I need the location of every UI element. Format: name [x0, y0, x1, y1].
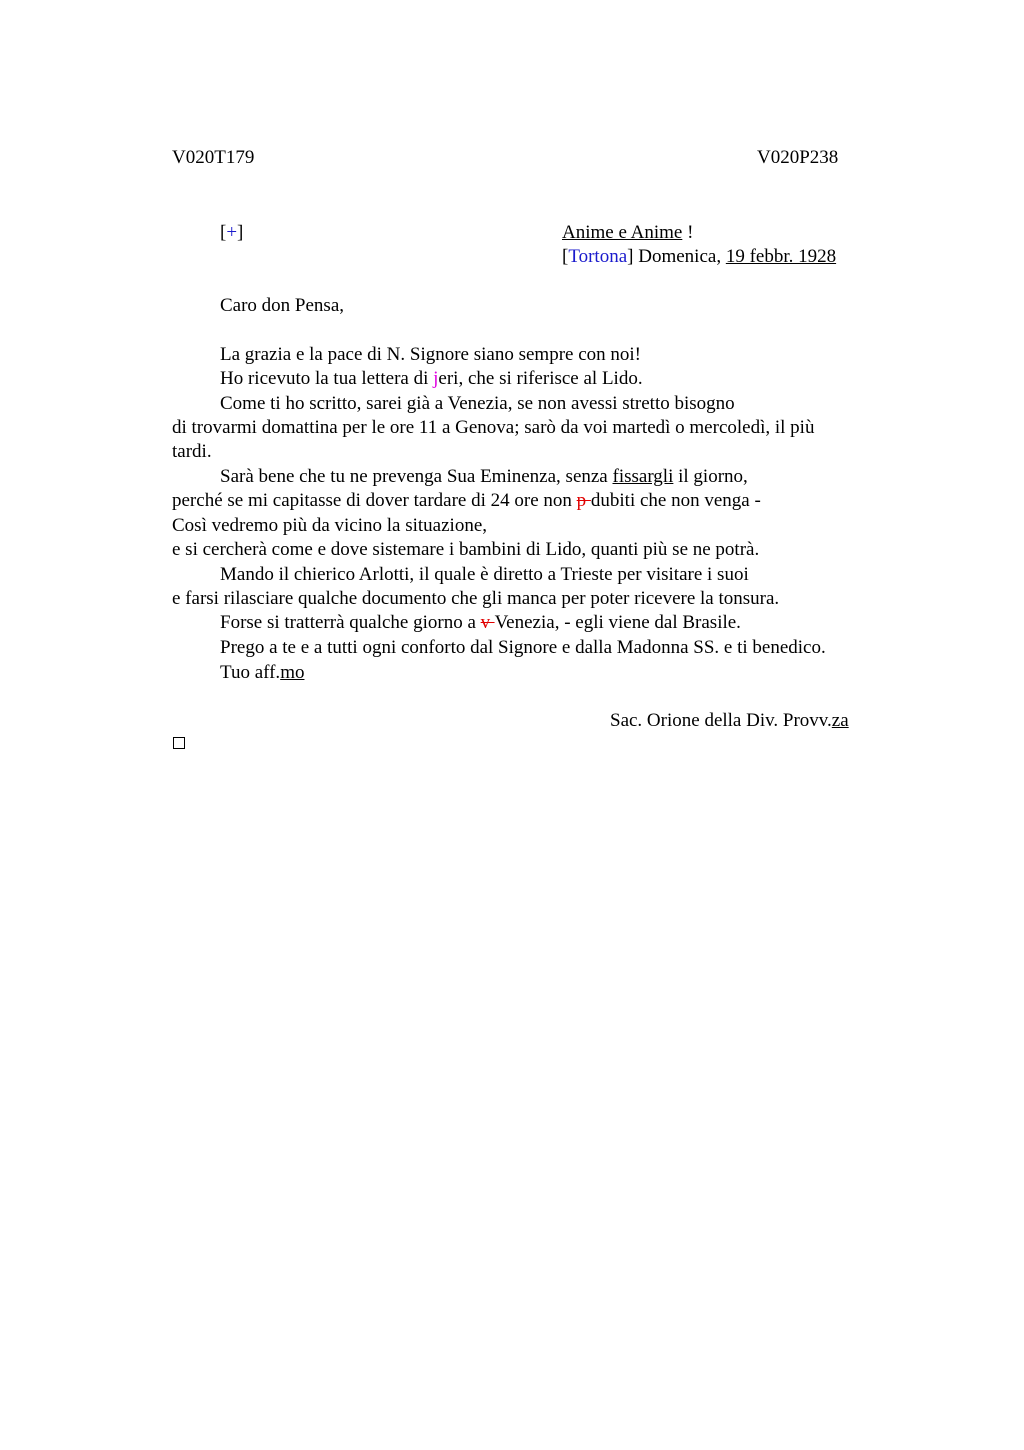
deleted-text: p	[576, 490, 591, 511]
bracket-close: ]	[627, 246, 634, 267]
body-text: dubiti che non venga -	[590, 490, 761, 511]
cross-icon: +	[226, 222, 238, 243]
body-line-7	[172, 489, 761, 513]
body-line-12	[220, 611, 741, 635]
cross-marker	[220, 221, 243, 245]
deleted-text: v	[480, 612, 495, 633]
body-line-4: di trovarmi domattina per le ore 11 a Genova; sarò da voi martedì o mercoledì, il più	[172, 417, 815, 438]
letter-title-text: Anime e Anime	[562, 222, 683, 243]
body-text: perché se mi capitasse di dover tardare di 24 ore non	[172, 490, 577, 511]
body-line-8: Così vedremo più da vicino la situazione,	[172, 515, 488, 536]
body-line-11: e farsi rilasciare qualche documento che gli manca per poter ricevere la tonsura.	[172, 588, 780, 609]
body-line-3: Come ti ho scritto, sarei già a Venezia, se non avessi stretto bisogno	[220, 393, 735, 414]
end-marker-square-icon	[173, 737, 185, 749]
bracket-close: ]	[237, 222, 244, 243]
bracket-open: [	[220, 222, 227, 243]
signature-abbrev: za	[831, 710, 849, 731]
body-text: Forse si tratterrà qualche giorno a	[220, 612, 481, 633]
body-line-2	[220, 367, 643, 391]
body-text: il giorno,	[673, 466, 748, 487]
editorial-mark: j	[433, 368, 439, 389]
place-name: Tortona	[568, 246, 628, 267]
document-code-right: V020P238	[757, 147, 839, 168]
body-text: Venezia, - egli viene dal Brasile.	[494, 612, 741, 633]
document-code-left: V020T179	[172, 147, 255, 168]
signature-text: Sac. Orione della Div. Provv.	[610, 710, 832, 731]
letter-title	[562, 221, 693, 245]
letter-title-suffix: !	[682, 222, 694, 243]
bracket-open: [	[562, 246, 569, 267]
underlined-word: fissargli	[612, 466, 674, 487]
body-line-9: e si cercherà come e dove sistemare i bambini di Lido, quanti più se ne potrà.	[172, 539, 760, 560]
body-line-5: tardi.	[172, 441, 212, 462]
body-line-10: Mando il chierico Arlotti, il quale è diretto a Trieste per visitare i suoi	[220, 564, 749, 585]
body-text: Ho ricevuto la tua lettera di	[220, 368, 434, 389]
body-line-6	[220, 465, 748, 489]
body-text: Sarà bene che tu ne prevenga Sua Eminenza, senza	[220, 466, 613, 487]
body-line-1: La grazia e la pace di N. Signore siano sempre con noi!	[220, 344, 642, 365]
body-line-13: Prego a te e a tutti ogni conforto dal Signore e dalla Madonna SS. e ti benedico.	[220, 637, 826, 658]
closing	[220, 661, 304, 685]
body-text: eri, che si riferisce al Lido.	[438, 368, 643, 389]
salutation: Caro don Pensa,	[220, 295, 345, 316]
signature	[610, 709, 849, 733]
weekday: Domenica,	[633, 246, 726, 267]
place-date-line	[562, 245, 836, 269]
closing-text: Tuo aff.	[220, 662, 281, 683]
closing-abbrev: mo	[280, 662, 305, 683]
letter-date: 19 febbr. 1928	[725, 246, 837, 267]
